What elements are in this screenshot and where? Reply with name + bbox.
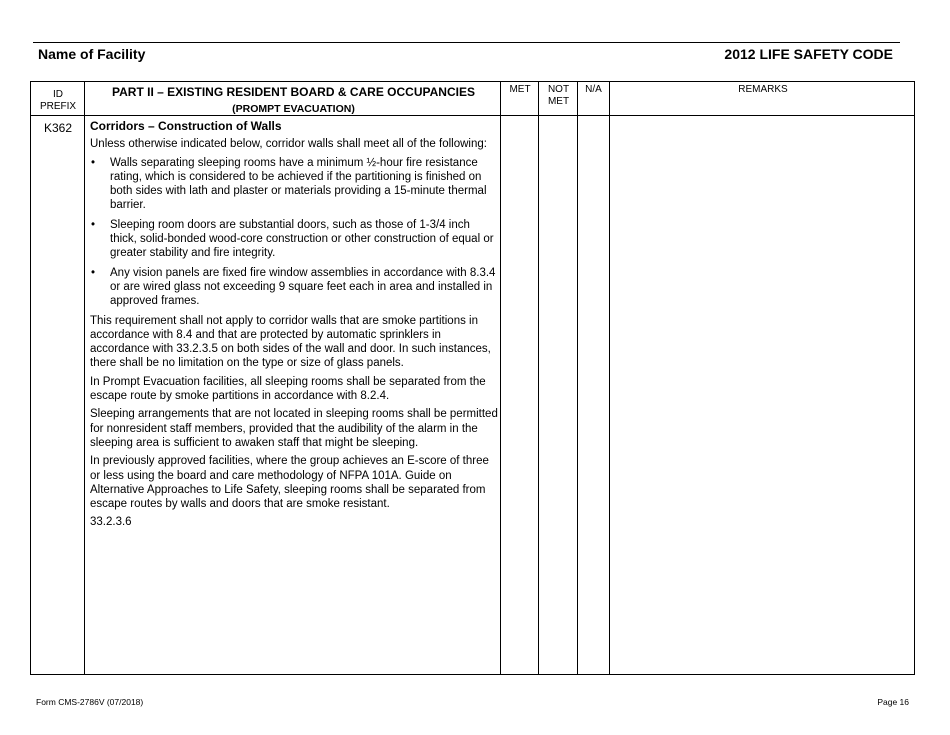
paragraph: In previously approved facilities, where the group achieves an E-score of three or less using the board and care methodology of NFPA 101A. Guide on Alternative Approaches to Life Safety, sleeping rooms shall be separated from escape routes by walls and doors that are smoke resistant. [90, 455, 489, 511]
requirement-list [90, 156, 498, 309]
bullet-text: Walls separating sleeping rooms have a minimum ½-hour fire resistance rating, which is considered to be achieved if the partitioning is finished on both sides with lath and plaster or materials providing a 15-minute thermal barrier. [110, 156, 487, 212]
code-title: 2012 LIFE SAFETY CODE [724, 46, 893, 62]
regulation-text [90, 119, 498, 534]
column-divider [538, 82, 539, 674]
bullet-icon: • [91, 218, 96, 231]
list-item [90, 218, 498, 261]
survey-table [30, 81, 915, 675]
remarks-header: REMARKS [738, 84, 788, 95]
header-rule [33, 42, 900, 43]
form-id: Form CMS-2786V (07/2018) [36, 697, 144, 707]
bullet-icon: • [91, 156, 96, 169]
list-item [90, 156, 498, 213]
bullet-text: Any vision panels are fixed fire window assemblies in accordance with 8.3.4 or are wired glass not exceeding 9 square feet each in area and installed in approved frames. [110, 266, 496, 308]
column-divider [500, 82, 501, 674]
paragraph: This requirement shall not apply to corridor walls that are smoke partitions in accordance with 8.4 and that are protected by automatic sprinklers in accordance with 33.2.3.5 on both sides of the wall and door. In such instances, there shall be no limitation on the type or size of glass panels. [90, 314, 491, 370]
regulation-title: Corridors – Construction of Walls [90, 119, 282, 133]
page-number: Page 16 [877, 697, 909, 707]
paragraph: In Prompt Evacuation facilities, all sleeping rooms shall be separated from the escape route by smoke partitions in accordance with 8.2.4. [90, 375, 486, 403]
column-divider [84, 82, 85, 674]
list-item [90, 266, 498, 309]
part-title: PART II – EXISTING RESIDENT BOARD & CARE OCCUPANCIES [112, 85, 475, 99]
na-header: N/A [585, 84, 602, 95]
paragraph: Sleeping arrangements that are not located in sleeping rooms shall be permitted for nonresident staff members, provided that the audibility of the alarm in the sleeping area is sufficient to awaken staff that might be sleeping. [90, 408, 498, 449]
reference: 33.2.3.6 [90, 516, 132, 529]
met-header: MET [509, 84, 531, 95]
not-met-header [539, 84, 578, 108]
column-divider [577, 82, 578, 674]
regulation-intro: Unless otherwise indicated below, corridor walls shall meet all of the following: [90, 138, 487, 151]
not-met-line2: MET [547, 96, 570, 107]
part-header [86, 85, 501, 117]
id-header-line2: PREFIX [39, 101, 77, 112]
column-divider [609, 82, 610, 674]
facility-name-label: Name of Facility [38, 46, 146, 62]
bullet-text: Sleeping room doors are substantial doors, such as those of 1-3/4 inch thick, solid-bonded wood-core construction or other construction of equal or greater stability and fire integrity. [110, 218, 494, 260]
id-prefix-header [31, 89, 85, 113]
not-met-line1: NOT [547, 84, 570, 95]
part-subtitle: (PROMPT EVACUATION) [232, 103, 355, 115]
bullet-icon: • [91, 266, 96, 279]
tag-id: K362 [43, 121, 73, 135]
id-header-line1: ID [53, 89, 63, 100]
